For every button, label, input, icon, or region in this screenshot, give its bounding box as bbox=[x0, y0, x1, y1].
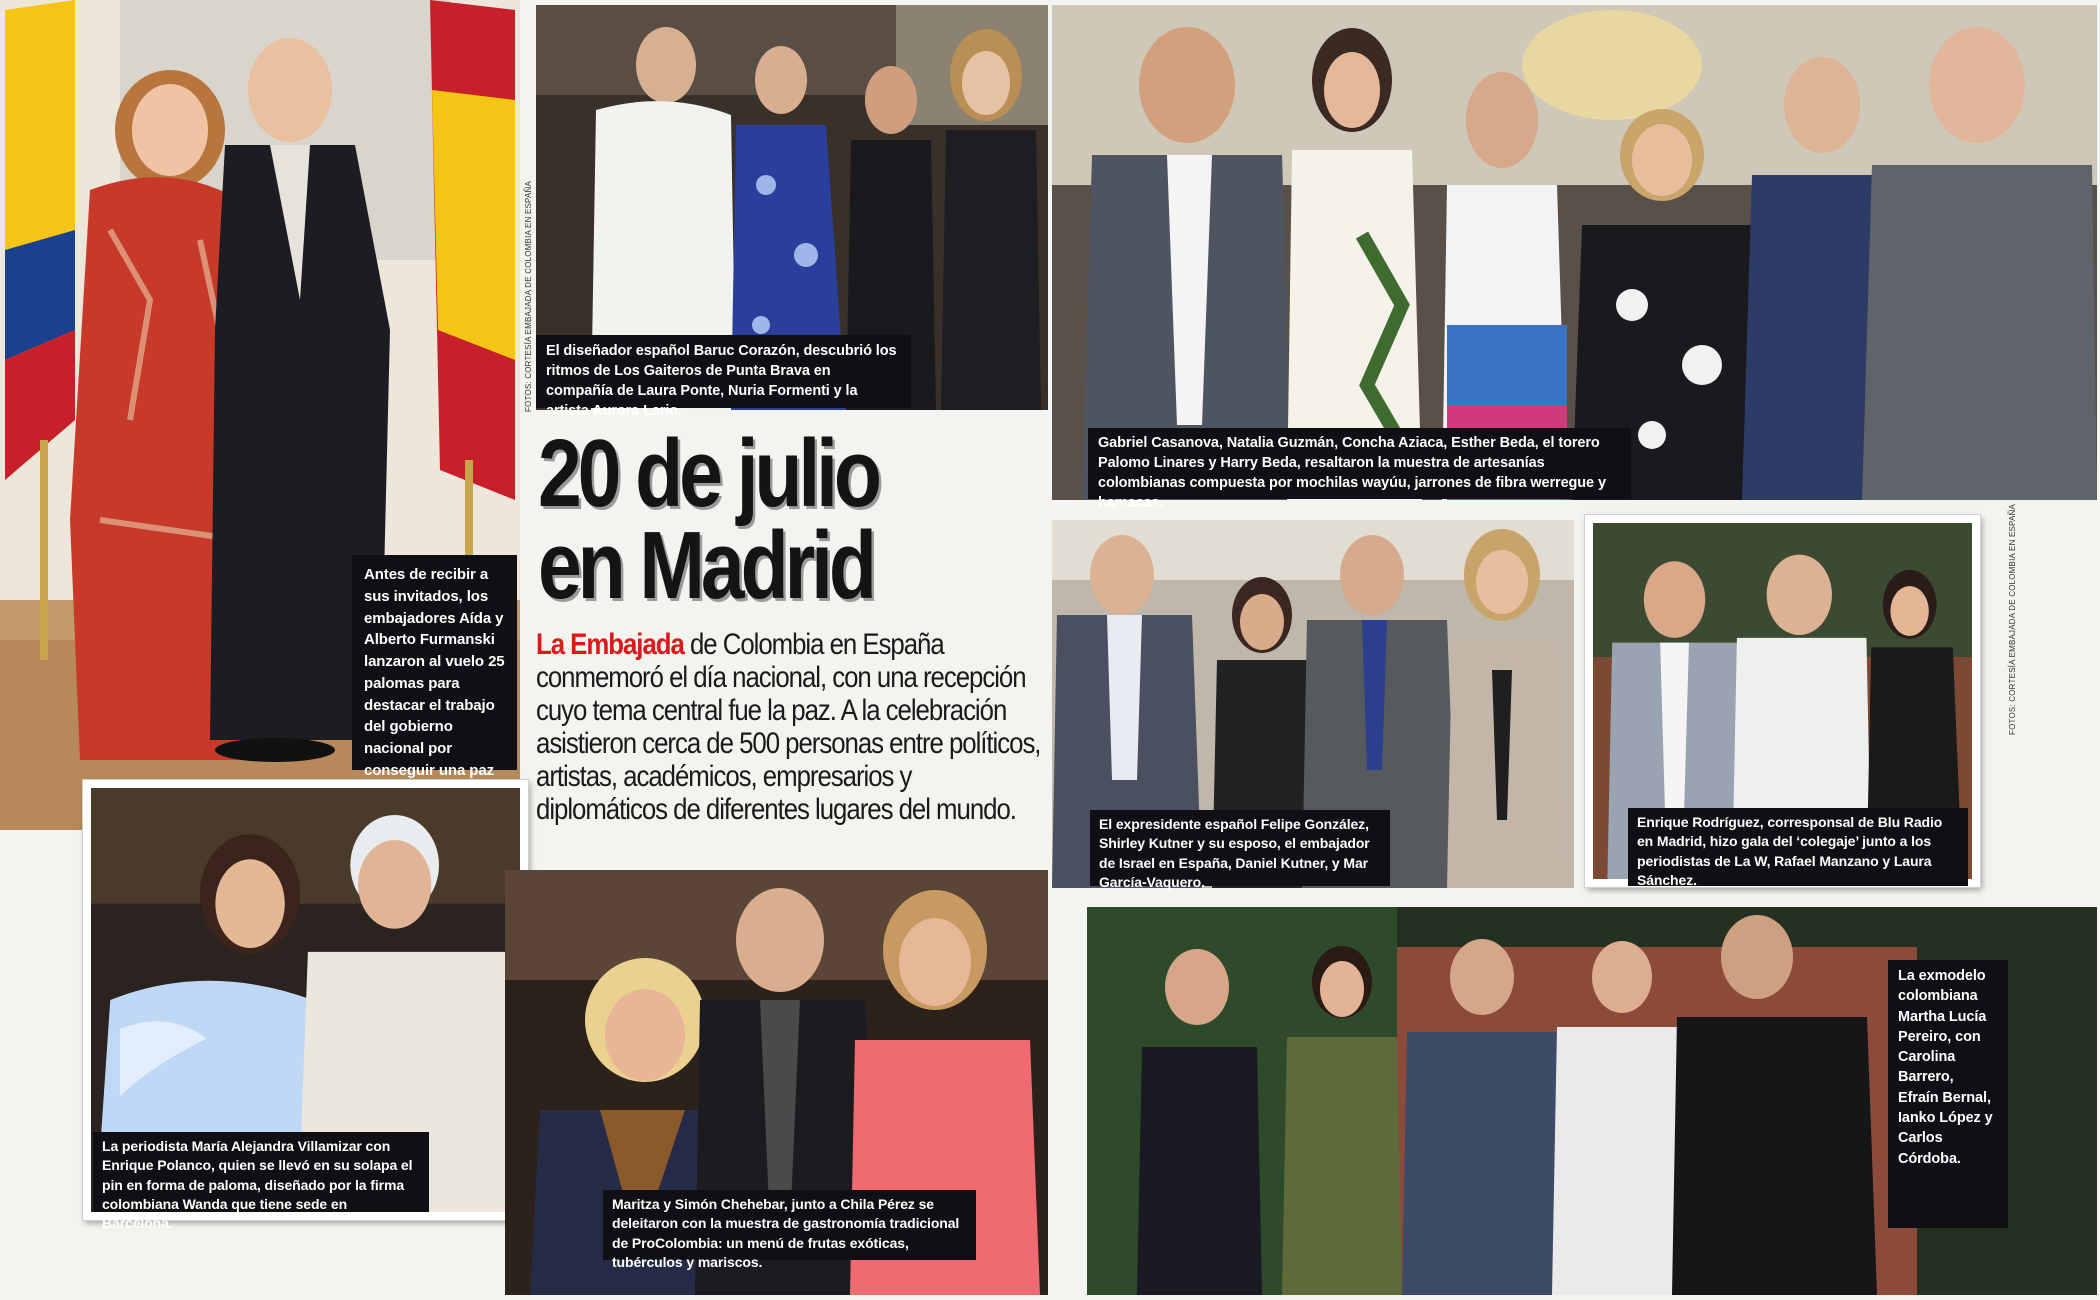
headline bbox=[538, 420, 948, 619]
caption-exmodelo: La exmodelo colombiana Martha Lucía Pereiro, con Carolina Barrero, Efraín Bernal, Ianko López y Carlos Córdoba. bbox=[1888, 960, 2008, 1228]
headline-line1: 20 de julio bbox=[538, 420, 878, 527]
caption-chehebar: Maritza y Simón Chehebar, junto a Chila Pérez se deleitaron con la muestra de gastronomía tradicional de ProColombia: un menú de frutas exóticas, tubérculos y mariscos. bbox=[603, 1190, 976, 1260]
caption-designer: El diseñador español Baruc Corazón, descubrió los ritmos de Los Gaiteros de Punta Brava en compañía de Laura Ponte, Nuria Formenti y la artista Aurora Lario. bbox=[536, 335, 911, 408]
intro-text bbox=[536, 628, 1043, 826]
caption-rodriguez: Enrique Rodríguez, corresponsal de Blu Radio en Madrid, hizo gala del ‘colegaje’ junto a los periodistas de La W, Rafael Manzano y Laura Sánchez. bbox=[1628, 808, 1968, 886]
photo-credit-left: FOTOS: CORTESÍA EMBAJADA DE COLOMBIA EN ESPAÑA bbox=[524, 180, 533, 412]
intro-lead: La Embajada bbox=[536, 628, 684, 661]
headline-line2: en Madrid bbox=[538, 512, 873, 619]
photo-casanova bbox=[1052, 5, 2097, 500]
intro-body: de Colombia en España conmemoró el día nacional, con una recepción cuyo tema central fue la paz. A la celebración asistieron cerca de 500 personas entre políticos, artistas, académicos, empresarios y diplomáticos de diferentes lugares del mundo. bbox=[536, 628, 1041, 826]
caption-ambassadors: Antes de recibir a sus invitados, los embajadores Aída y Alberto Furmanski lanzaron al vuelo 25 palomas para destacar el trabajo del gobierno nacional por conseguir una paz bbox=[352, 555, 517, 770]
caption-villamizar: La periodista María Alejandra Villamizar con Enrique Polanco, quien se llevó en su solapa el pin en forma de paloma, diseñado por la firma colombiana Wanda que tiene sede en Barcelona. bbox=[93, 1132, 429, 1212]
photo-credit-right: FOTOS: CORTESÍA EMBAJADA DE COLOMBIA EN ESPAÑA bbox=[2008, 503, 2017, 735]
caption-gonzalez: El expresidente español Felipe González, Shirley Kutner y su esposo, el embajador de Israel en España, Daniel Kutner, y Mar García-Vaquero. bbox=[1090, 810, 1390, 886]
caption-casanova: Gabriel Casanova, Natalia Guzmán, Concha Aziaca, Esther Beda, el torero Palomo Linares y Harry Beda, resaltaron la muestra de artesanías colombianas compuesta por mochilas wayúu, jarrones de fibra werregue y hamacas. bbox=[1088, 428, 1631, 499]
